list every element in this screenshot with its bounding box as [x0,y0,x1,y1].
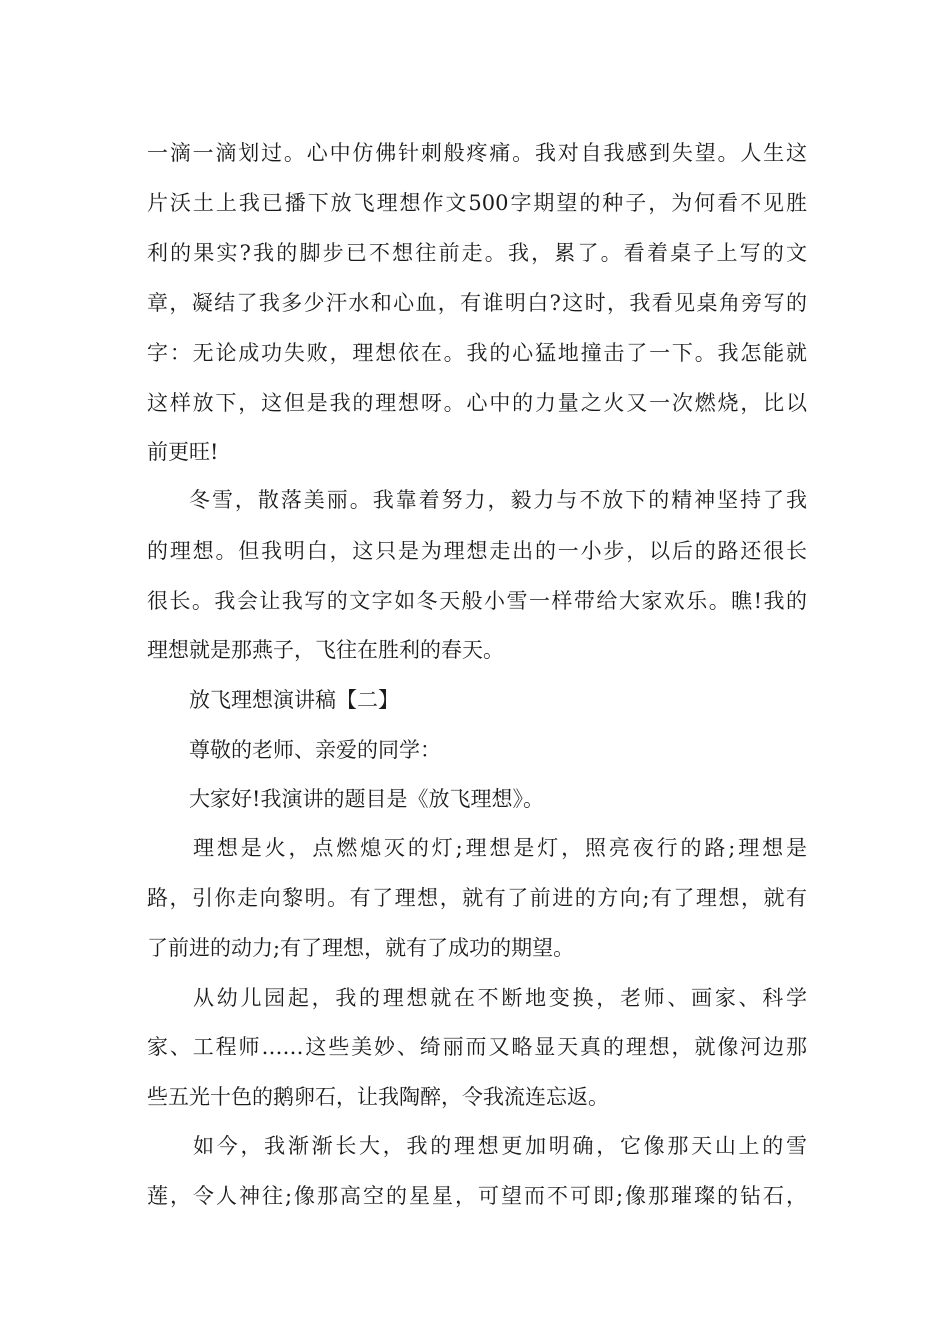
paragraph-4-line-2: 家、工程师……这些美妙、绮丽而又略显天真的理想，就像河边那 [147,1035,807,1059]
salutation: 尊敬的老师、亲爱的同学： [189,738,441,762]
paragraph-3-line-2: 路，引你走向黎明。有了理想，就有了前进的方向;有了理想，就有 [147,886,807,910]
paragraph-4-line-1: 从幼儿园起，我的理想就在不断地变换，老师、画家、科学 [193,986,807,1010]
paragraph-1-line-1: 一滴一滴划过。心中仿佛针刺般疼痛。我对自我感到失望。人生这 [147,141,807,165]
paragraph-1-line-2: 片沃土上我已播下放飞理想作文500字期望的种子，为何看不见胜 [147,191,807,215]
paragraph-5-line-1: 如今，我渐渐长大，我的理想更加明确，它像那天山上的雪 [193,1134,807,1158]
paragraph-3-line-3: 了前进的动力;有了理想，就有了成功的期望。 [147,936,575,960]
paragraph-2-line-1: 冬雪，散落美丽。我靠着努力，毅力与不放下的精神坚持了我 [189,488,807,512]
greeting: 大家好!我演讲的题目是《放飞理想》。 [189,787,544,811]
paragraph-1-line-6: 这样放下，这但是我的理想呀。心中的力量之火又一次燃烧，比以 [147,391,807,415]
section-heading: 放飞理想演讲稿【二】 [189,688,399,712]
paragraph-2-line-4: 理想就是那燕子，飞往在胜利的春天。 [147,638,504,662]
paragraph-1-line-5: 字：无论成功失败，理想依在。我的心猛地撞击了一下。我怎能就 [147,341,807,365]
paragraph-1-line-3: 利的果实?我的脚步已不想往前走。我，累了。看着桌子上写的文 [147,241,807,265]
paragraph-2-line-3: 很长。我会让我写的文字如冬天般小雪一样带给大家欢乐。瞧!我的 [147,589,807,613]
paragraph-2-line-2: 的理想。但我明白，这只是为理想走出的一小步，以后的路还很长 [147,539,807,563]
paragraph-5-line-2: 莲，令人神往;像那高空的星星，可望而不可即;像那璀璨的钻石， [147,1184,807,1208]
paragraph-4-line-3: 些五光十色的鹅卵石，让我陶醉，令我流连忘返。 [147,1085,609,1109]
paragraph-1-line-7: 前更旺! [147,440,219,464]
paragraph-3-line-1: 理想是火，点燃熄灭的灯;理想是灯，照亮夜行的路;理想是 [193,836,807,860]
paragraph-1-line-4: 章，凝结了我多少汗水和心血，有谁明白?这时，我看见桌角旁写的 [147,291,807,315]
